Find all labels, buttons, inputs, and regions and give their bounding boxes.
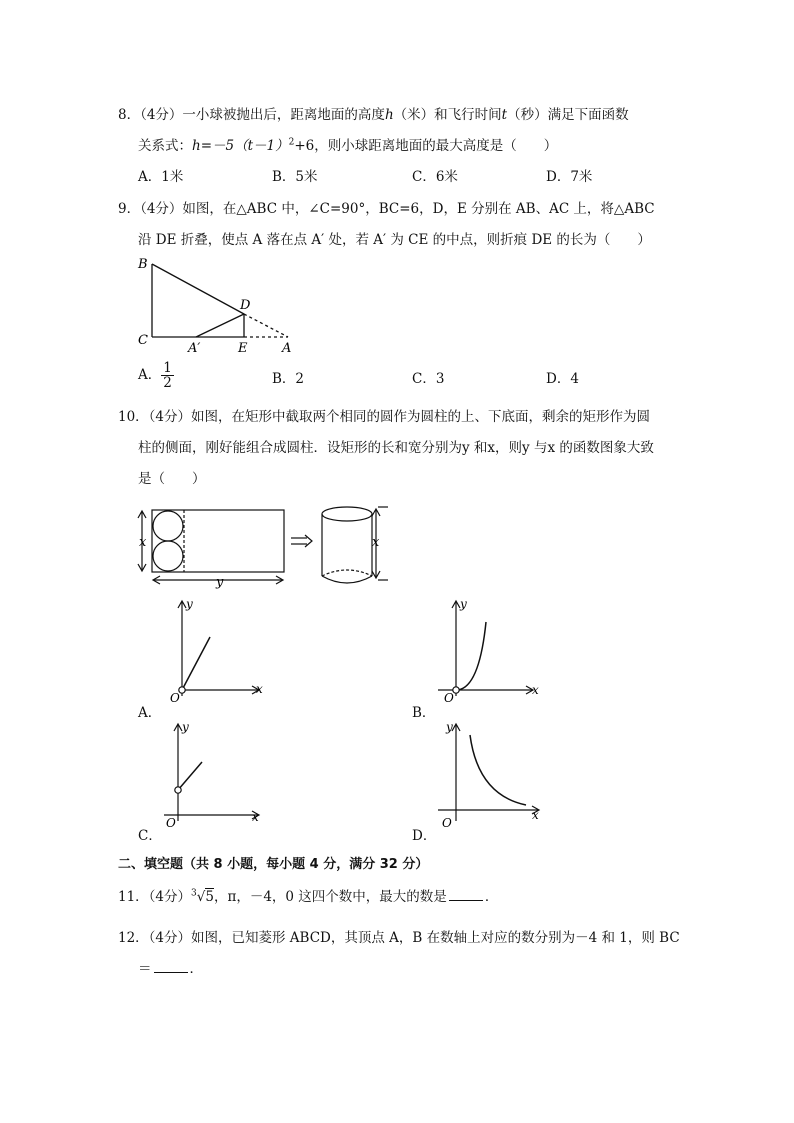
q10-graph-d xyxy=(434,715,549,827)
svg-text:y: y xyxy=(186,597,193,611)
q10-graph-b xyxy=(434,592,549,704)
circle-top xyxy=(153,511,183,541)
q10-rectangle-cylinder-figure xyxy=(132,500,402,592)
graph-b-curve xyxy=(456,622,486,690)
label-b: B xyxy=(138,257,148,272)
q9-triangle-figure xyxy=(130,252,310,357)
graph-a-line xyxy=(182,637,210,690)
cube-root-index: 3 xyxy=(191,888,197,899)
cylinder-top xyxy=(322,507,372,521)
svg-text:y: y xyxy=(446,720,453,734)
svg-text:x: x xyxy=(256,682,263,696)
label-c: C xyxy=(138,333,148,348)
svg-text:x: x xyxy=(252,810,259,824)
q10-option-a[interactable]: A． xyxy=(138,705,162,721)
q9-option-d[interactable]: D．4 xyxy=(546,371,579,387)
q10-graph-c xyxy=(160,715,270,827)
label-a-prime: A′ xyxy=(188,341,201,356)
q10-option-d[interactable]: D． xyxy=(412,828,437,844)
svg-text:x: x xyxy=(532,808,539,822)
q8-option-a[interactable]: A．1米 xyxy=(138,169,184,185)
q10-line3: 是（ ） xyxy=(138,471,206,487)
section-2-heading: 二、填空题（共 8 小题，每小题 4 分，满分 32 分） xyxy=(118,857,429,872)
q12-line2: ＝ ． xyxy=(138,961,203,977)
segment-a1d xyxy=(196,314,244,337)
q9-option-a[interactable]: A． $\frac{1}{2}$ xyxy=(138,360,172,391)
q10-graph-a xyxy=(160,592,270,704)
svg-text:O: O xyxy=(166,816,176,827)
q8-option-c[interactable]: C．6米 xyxy=(412,169,458,185)
graph-d-curve xyxy=(470,735,526,805)
svg-text:O: O xyxy=(170,691,180,704)
svg-text:y: y xyxy=(182,720,189,734)
q8-option-b[interactable]: B．5米 xyxy=(272,169,318,185)
q8-option-d[interactable]: D．7米 xyxy=(546,169,593,185)
q11-answer-blank[interactable] xyxy=(449,888,483,901)
q10-line2: 柱的侧面，刚好能组合成圆柱．设矩形的长和宽分别为y 和x，则y 与x 的函数图象大致 xyxy=(138,440,654,456)
q12-answer-blank[interactable] xyxy=(154,960,188,973)
svg-text:O: O xyxy=(442,816,452,827)
label-x-cyl: x xyxy=(372,535,380,550)
q10-option-b[interactable]: B． xyxy=(412,705,436,721)
q8-line2: 关系式：$h=-5(t-1)^2+6$，则小球距离地面的最大高度是（ ） xyxy=(138,137,558,154)
radical-sign-icon: √ xyxy=(196,889,206,905)
q10-option-c[interactable]: C． xyxy=(138,828,162,844)
q9-line2: 沿 DE 折叠，使点 A 落在点 A′ 处，若 A′ 为 CE 的中点，则折痕 DE 的长为（ ） xyxy=(138,232,651,248)
q12-line1: 12．（4分）如图，已知菱形 ABCD，其顶点 A，B 在数轴上对应的数分别为－4 和 1，则 BC xyxy=(118,930,680,946)
graph-c-line xyxy=(178,762,202,790)
label-d: D xyxy=(240,298,251,313)
segment-bd xyxy=(152,264,244,314)
label-e: E xyxy=(238,341,248,356)
q9-option-c[interactable]: C．3 xyxy=(412,371,445,387)
segment-da-dashed xyxy=(244,314,288,337)
label-x-rect: x xyxy=(139,535,147,550)
q10-line1: 10．（4分）如图，在矩形中截取两个相同的圆作为圆柱的上、下底面，剩余的矩形作为圆 xyxy=(118,409,651,425)
svg-text:O: O xyxy=(444,691,454,704)
svg-text:y: y xyxy=(460,597,467,611)
circle-bottom xyxy=(153,541,183,571)
q9-line1: 9．（4分）如图，在△ABC 中，∠C=90°，BC=6，D，E 分别在 AB、AC 上，将△ABC xyxy=(118,201,655,217)
q8-line1: 8．（4分）一小球被抛出后，距离地面的高度h（米）和飞行时间t（秒）满足下面函数 xyxy=(118,107,629,123)
q9-option-b[interactable]: B．2 xyxy=(272,371,305,387)
label-a: A xyxy=(282,341,292,356)
svg-text:x: x xyxy=(532,683,539,697)
q11-line: 11．（4分）$^3$√5，π，－4，0 这四个数中，最大的数是 ． xyxy=(118,888,499,905)
label-y-rect: y xyxy=(216,575,224,590)
